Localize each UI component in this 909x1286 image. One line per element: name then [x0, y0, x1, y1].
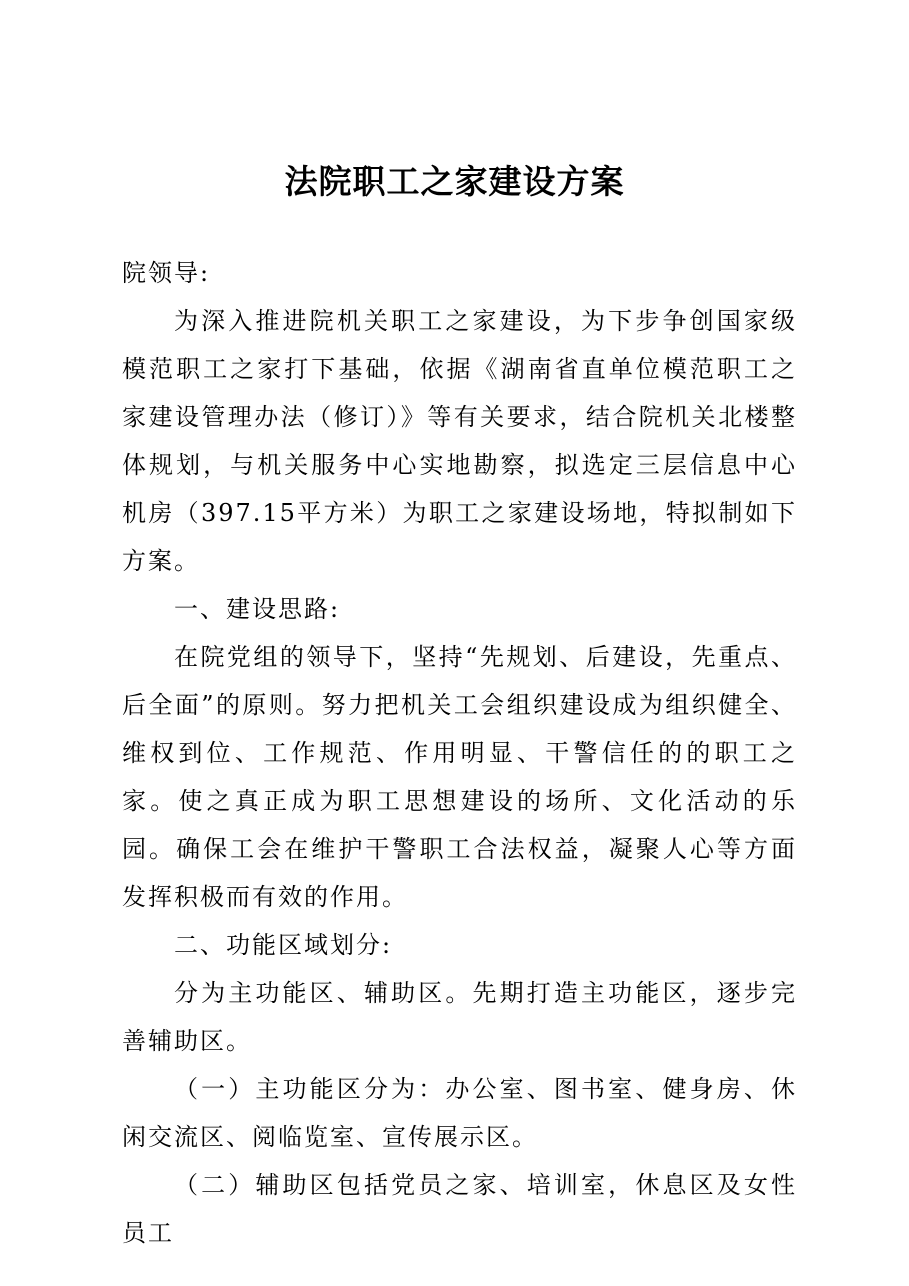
paragraph-functional-zones: 分为主功能区、辅助区。先期打造主功能区，逐步完善辅助区。: [122, 979, 797, 1055]
paragraph-main-zone: （一）主功能区分为：办公室、图书室、健身房、休闲交流区、阅临览室、宣传展示区。: [122, 1075, 797, 1151]
paragraph-intro: 为深入推进院机关职工之家建设，为下步争创国家级模范职工之家打下基础，依据《湖南省直单位模范职工之家建设管理办法（修订）》等有关要求，结合院机关北楼整体规划，与机关服务中心实地勘察，拟选定三层信息中心机房（397.15平方米）为职工之家建设场地，特拟制如下方案。: [122, 307, 797, 575]
heading-functional-zones: 二、功能区域划分:: [174, 931, 393, 959]
paragraph-construction-approach: 在院党组的领导下，坚持“先规划、后建设，先重点、后全面”的原则。努力把机关工会组织建设成为组织健全、维权到位、工作规范、作用明显、干警信任的的职工之家。使之真正成为职工思想建设的场所、文化活动的乐园。确保工会在维护干警职工合法权益，凝聚人心等方面发挥积极而有效的作用。: [122, 643, 797, 911]
document-body: [122, 249, 797, 1257]
paragraph-auxiliary-zone: （二）辅助区包括党员之家、培训室，休息区及女性员工: [122, 1171, 797, 1247]
salutation: 院领导:: [122, 259, 211, 287]
heading-construction-approach: 一、建设思路:: [174, 595, 341, 623]
document-title: 法院职工之家建设方案: [284, 162, 625, 201]
